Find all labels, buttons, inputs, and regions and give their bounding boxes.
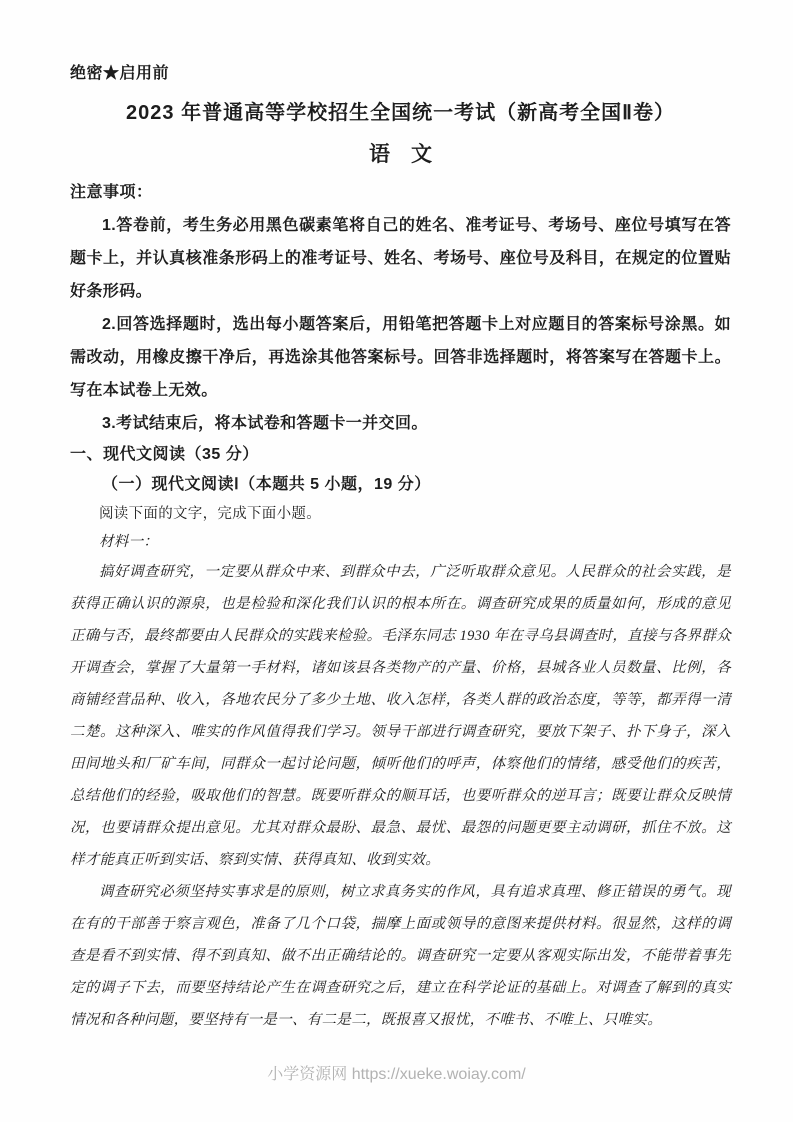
footer-watermark: 小学资源网 https://xueke.woiay.com/ xyxy=(267,1066,526,1083)
secret-label: 绝密★启用前 xyxy=(70,65,170,82)
reading-instruction: 阅读下面的文字，完成下面小题。 xyxy=(99,506,321,522)
material-paragraph-2: 调查研究必须坚持实事求是的原则，树立求真务实的作风，具有追求真理、修正错误的勇气。现在有的干部善于察言观色，准备了几个口袋，揣摩上面或领导的意图来提供材料。很显然，这样的调查是看不到实情、得不到真知、做不出正确结论的。调查研究一定要从客观实际出发，不能带着事先定的调子下去，而要坚持结论产生在调查研究之后，建立在科学论证的基础上。对调查了解到的真实情况和各种问题，要坚持有一是一、有二是二，既报喜又报忧，不唯书、不唯上、只唯实。 xyxy=(70,884,731,1028)
page-content xyxy=(0,64,793,1036)
notice-item-1: 1.答卷前，考生务必用黑色碳素笔将自己的姓名、准考证号、考场号、座位号填写在答题卡上，并认真核准条形码上的准考证号、姓名、考场号、座位号及科目，在规定的位置贴好条形码。 xyxy=(70,217,731,300)
notice-heading: 注意事项： xyxy=(70,184,153,201)
notice-item-3: 3.考试结束后，将本试卷和答题卡一并交回。 xyxy=(102,415,428,432)
material-paragraph-1: 搞好调查研究，一定要从群众中来、到群众中去，广泛听取群众意见。人民群众的社会实践，是获得正确认识的源泉，也是检验和深化我们认识的根本所在。调查研究成果的质量如何，形成的意见正确与否，最终都要由人民群众的实践来检验。毛泽东同志 1930 年在寻乌县调查时，直接与各界群众开调查会，掌握了大量第一手材料，诸如该县各类物产的产量、价格，县城各业人员数量、比例，各商铺经营品种、收入，各地农民分了多少土地、收入怎样，各类人群的政治态度，等等，都弄得一清二楚。这种深入、唯实的作风值得我们学习。领导干部进行调查研究，要放下架子、扑下身子，深入田间地头和厂矿车间，同群众一起讨论问题，倾听他们的呼声，体察他们的情绪，感受他们的疾苦，总结他们的经验，吸取他们的智慧。既要听群众的顺耳话，也要听群众的逆耳言；既要让群众反映情况，也要请群众提出意见。尤其对群众最盼、最急、最忧、最怨的问题更要主动调研，抓住不放。这样才能真正听到实话、察到实情、获得真知、收到实效。 xyxy=(70,564,731,868)
subject-title: 语 文 xyxy=(369,143,432,166)
subsection-heading: （一）现代文阅读Ⅰ（本题共 5 小题，19 分） xyxy=(102,476,431,493)
material-label: 材料一： xyxy=(99,534,159,550)
section-heading: 一、现代文阅读（35 分） xyxy=(70,446,259,463)
exam-title: 2023 年普通高等学校招生全国统一考试（新高考全国Ⅱ卷） xyxy=(126,102,675,124)
notice-item-2: 2.回答选择题时，选出每小题答案后，用铅笔把答题卡上对应题目的答案标号涂黑。如需改动，用橡皮擦干净后，再选涂其他答案标号。回答非选择题时，将答案写在答题卡上。写在本试卷上无效。 xyxy=(70,316,731,399)
